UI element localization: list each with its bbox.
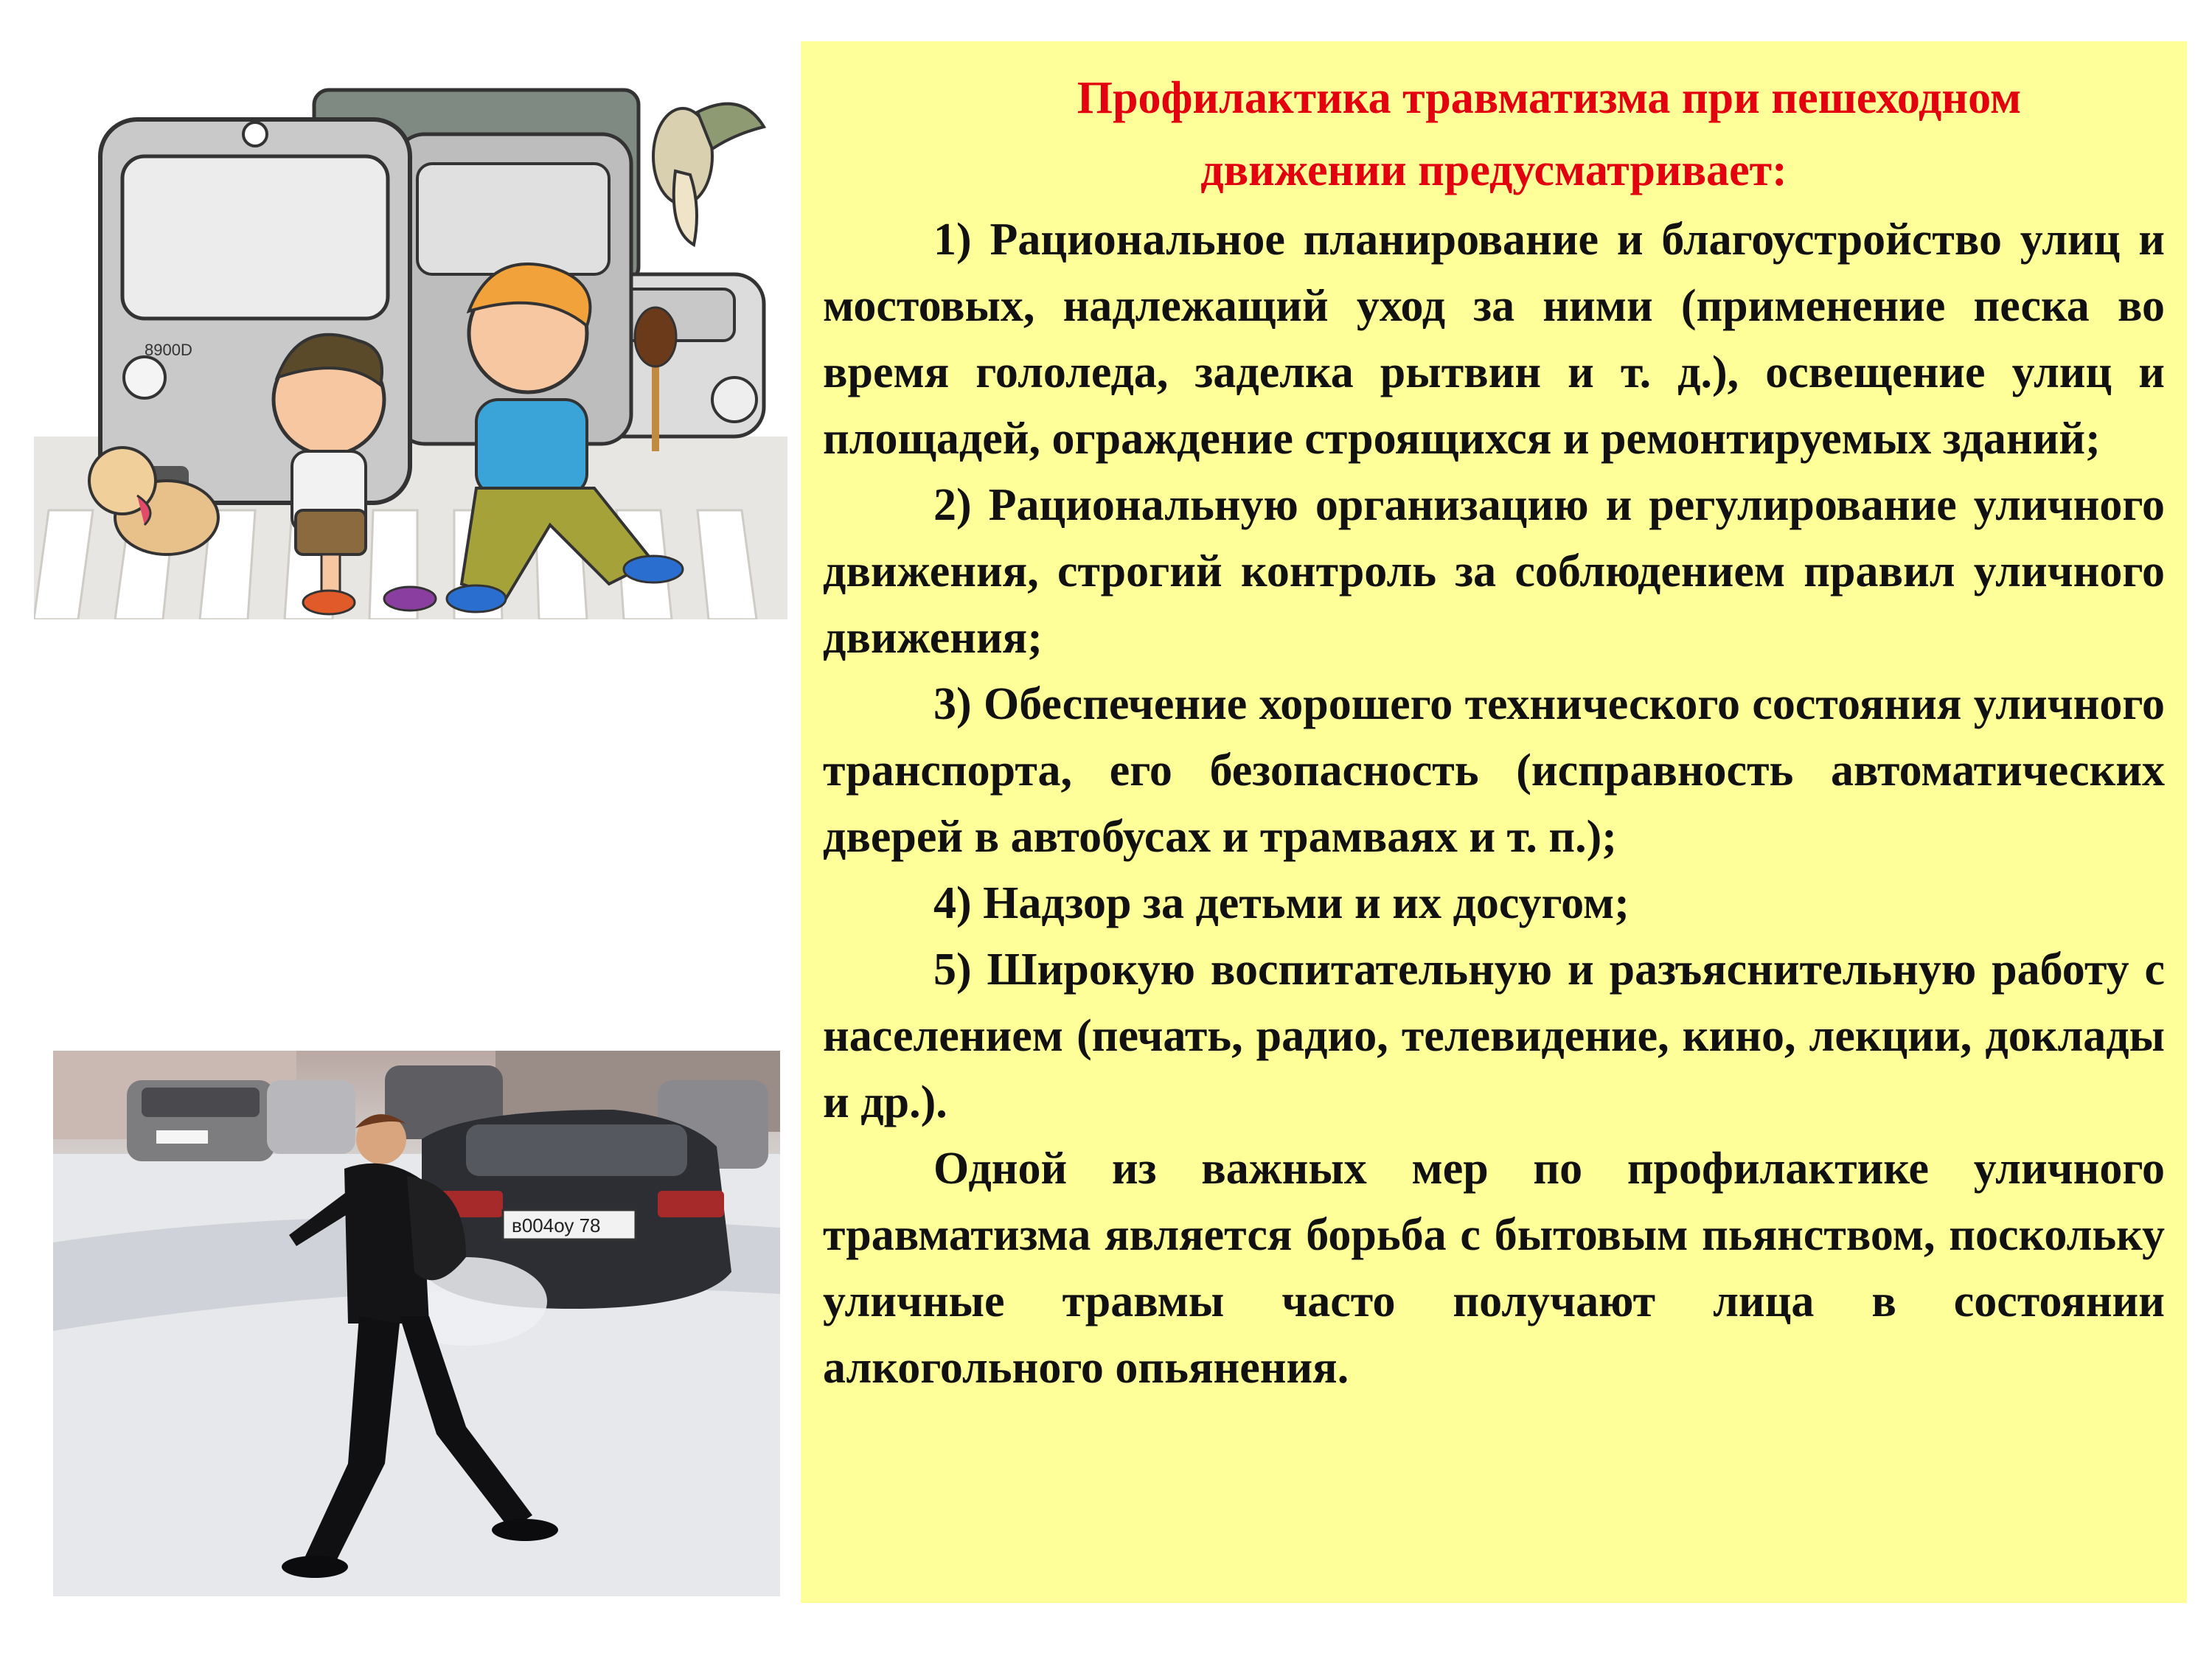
- list-item-5: 5) Широкую воспитательную и разъяснительную работу с населением (печать, радио, телевидение, кино, лекции, доклады и др.).: [823, 945, 2165, 1127]
- children-crossing-illustration: [34, 68, 787, 619]
- list-item-3: 3) Обеспечение хорошего технического состояния уличного транспорта, его безопасность (исправность автоматических дверей в автобусах и трамваях и т. п.);: [823, 679, 2165, 862]
- title-line-1: Профилактика травматизма при пешеходном: [1077, 73, 2022, 123]
- boy-crossing-street-photo: [53, 1051, 780, 1596]
- parked-car: [127, 1080, 274, 1161]
- bird: [653, 104, 764, 245]
- svg-text:8900D: 8900D: [145, 341, 192, 359]
- list-item-4: 4) Надзор за детьми и их досугом;: [933, 878, 1630, 928]
- panel-title: [823, 62, 2165, 206]
- text-panel: [801, 41, 2187, 1603]
- list-item-2: 2) Рациональную организацию и регулирование уличного движения, строгий контроль за соблюдением правил уличного движения;: [823, 480, 2165, 663]
- closing-paragraph: Одной из важных мер по профилактике уличного травматизма является борьба с бытовым пьянством, поскольку уличные травмы часто получают лица в состоянии алкогольного опьянения.: [823, 1144, 2165, 1393]
- list-item-1: 1) Рациональное планирование и благоустройство улиц и мостовых, надлежащий уход за ними (применение песка во время гололеда, заделка рытвин и т. д.), освещение улиц и площадей, ограждение строящихся и ремонтируемых зданий;: [823, 215, 2165, 464]
- svg-text:в004оу 78: в004оу 78: [512, 1214, 601, 1237]
- parked-car: [267, 1080, 355, 1154]
- title-line-2: движении предусматривает:: [1200, 145, 1787, 195]
